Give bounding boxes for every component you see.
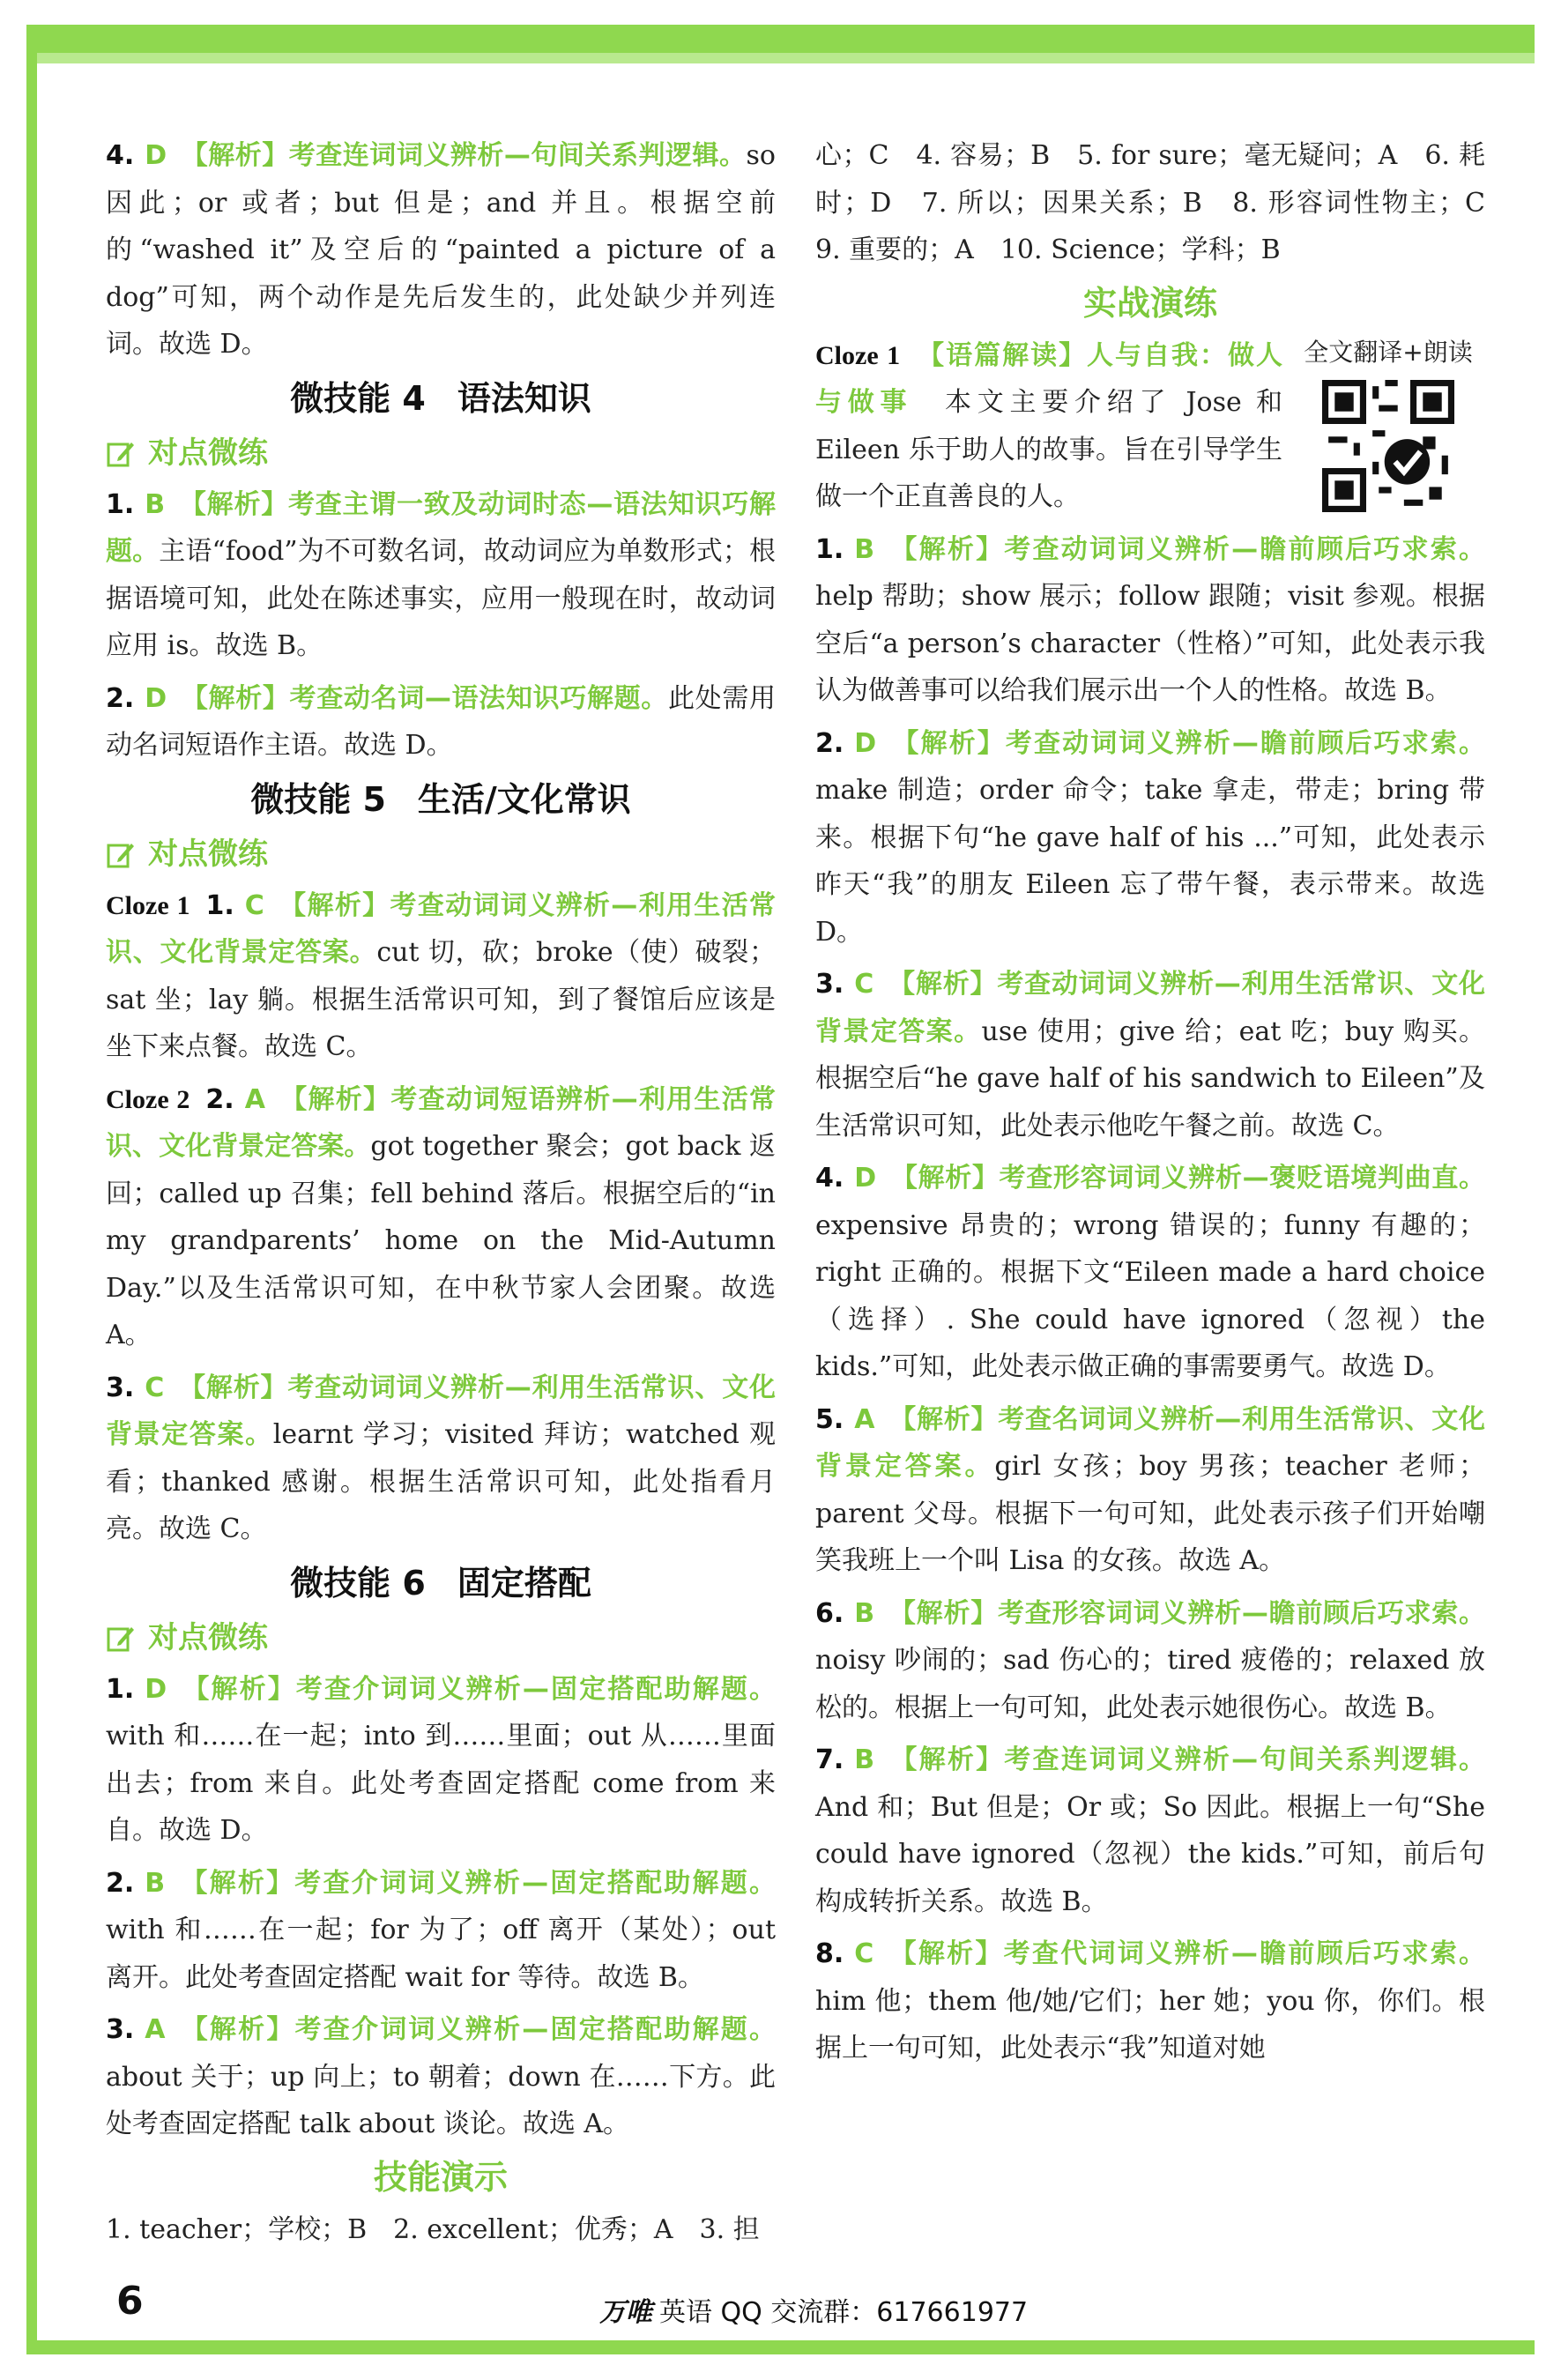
analysis-body: 主语“food”为不可数名词，故动词应为单数形式；根据语境可知，此处在陈述事实，应用一般现在时，故动词应用 is。故选 B。	[106, 536, 776, 661]
fixed-item-3	[106, 2006, 776, 2148]
practice-item-1	[815, 526, 1485, 715]
bottom-green-band	[26, 2340, 1535, 2354]
item-number: 7.	[815, 1744, 844, 1775]
item-number: 2.	[205, 1083, 234, 1115]
section-name: 固定搭配	[457, 1563, 591, 1603]
analysis-tag: 【解析】考查形容词词义辨析—瞻前顾后巧求索。	[888, 1597, 1485, 1629]
analysis-tag: 【解析】考查介词词义辨析—固定搭配助解题。	[181, 1673, 776, 1705]
analysis-tag: 【解析】考查连词词义辨析—句间关系判逻辑。	[181, 140, 747, 171]
footer-info	[599, 2290, 1028, 2329]
skill-demo-answers: 1. teacher；学校；B 2. excellent；优秀；A 3. 担	[106, 2213, 760, 2245]
item-number: 2.	[106, 1867, 135, 1899]
pencil-note-icon	[106, 839, 136, 869]
practice-item-8	[815, 1930, 1485, 2072]
answer-letter: B	[854, 533, 875, 565]
reading-tag: 【语篇解读】人与自我：做人与做事	[815, 339, 1282, 418]
answer-letter: B	[854, 1744, 875, 1775]
answer-letter: B	[145, 488, 166, 520]
item-number: 1.	[815, 533, 844, 565]
analysis-body: got together 聚会；got back 返回；called up 召集；fell behind 落后。根据空后的“in my grandparents’ home on the Mid-Autumn Day.”以及生活常识可知，在中秋节家人会团聚。故选 A。	[106, 1131, 777, 1350]
pencil-note-icon	[106, 438, 136, 468]
pencil-note-icon	[106, 1623, 136, 1653]
cloze-label: Cloze 1	[815, 340, 901, 370]
analysis-tag: 【解析】考查动词短语辨析—利用生活常识、文化背景定答案。	[106, 1083, 776, 1162]
analysis-body: cut 切，砍；broke（使）破裂；sat 坐；lay 躺。根据生活常识可知，到了餐馆后应该是坐下来点餐。故选 C。	[106, 937, 776, 1062]
sub-heading-practice	[106, 1615, 776, 1661]
section-title: 微技能 6	[290, 1563, 426, 1603]
sub-heading-text: 对点微练	[148, 1619, 268, 1655]
practice-item-6	[815, 1590, 1485, 1732]
analysis-tag: 【解析】考查名词词义辨析—利用生活常识、文化背景定答案。	[815, 1403, 1485, 1482]
analysis-body: expensive 昂贵的；wrong 错误的；funny 有趣的；right 正确的。根据下文“Eileen made a hard choice（选择）. She could have ignored（忽视）the kids.”可知，此处表示做正确的事需要勇气。故选 D。	[815, 1209, 1485, 1382]
analysis-body: with 和……在一起；for 为了；off 离开（某处）；out 离开。此处考查固定搭配 wait for 等待。故选 B。	[106, 1915, 776, 1993]
analysis-tag: 【解析】考查动词词义辨析—利用生活常识、文化背景定答案。	[106, 889, 776, 968]
answer-item-4	[106, 132, 776, 368]
qr-box	[1291, 332, 1485, 512]
sub-heading-text: 对点微练	[148, 435, 268, 471]
item-number: 6.	[815, 1597, 844, 1629]
answer-letter: C	[145, 1372, 165, 1403]
item-number: 2.	[815, 727, 844, 759]
answer-letter: C	[854, 1938, 874, 1969]
sub-heading-text: 对点微练	[148, 836, 268, 872]
answer-item-1	[106, 481, 776, 670]
section-name: 生活/文化常识	[417, 779, 631, 819]
answer-letter: D	[854, 727, 877, 759]
analysis-tag: 【解析】考查动词词义辨析—瞻前顾后巧求索。	[890, 727, 1485, 759]
cloze-2-item-2	[106, 1076, 776, 1359]
cloze-intro	[815, 332, 1485, 521]
answer-letter: C	[244, 889, 264, 921]
practice-heading: 实战演练	[1082, 283, 1217, 323]
top-green-band-light	[26, 53, 1535, 63]
section-heading-skill-4	[106, 374, 776, 423]
answer-letter: D	[145, 682, 167, 714]
analysis-tag: 【解析】考查连词词义辨析—句间关系判逻辑。	[888, 1744, 1485, 1775]
analysis-body: with 和……在一起；into 到……里面；out 从……里面出去；from 来自。此处考查固定搭配 come from 来自。故选 D。	[106, 1721, 776, 1846]
page-number: 6	[116, 2279, 144, 2324]
fixed-item-1	[106, 1666, 776, 1855]
item-number: 1.	[106, 1673, 135, 1705]
analysis-body: make 制造；order 命令；take 拿走，带走；bring 带来。根据下句“he gave half of his ...”可知，此处表示昨天“我”的朋友 Eileen 忘了带午餐，表示带来。故选 D。	[815, 775, 1485, 948]
fixed-item-2	[106, 1860, 776, 2002]
section-title: 微技能 4	[290, 378, 426, 418]
item-number: 1.	[205, 889, 234, 921]
analysis-tag: 【解析】考查代词词义辨析—瞻前顾后巧求索。	[888, 1938, 1485, 1969]
section-heading-skill-6	[106, 1558, 776, 1608]
brand-logo: 万唯	[599, 2297, 652, 2328]
analysis-tag: 【解析】考查主谓一致及动词时态—语法知识巧解题。	[106, 488, 776, 567]
qq-group-text: 英语 QQ 交流群：617661977	[659, 2297, 1029, 2328]
qr-code-icon[interactable]	[1322, 380, 1454, 512]
analysis-body: noisy 吵闹的；sad 伤心的；tired 疲倦的；relaxed 放松的。根据上一句可知，此处表示她很伤心。故选 B。	[815, 1645, 1485, 1723]
answer-letter: A	[854, 1403, 875, 1435]
item-number: 3.	[815, 969, 844, 1000]
answer-letter: C	[854, 969, 874, 1000]
analysis-tag: 【解析】考查动名词—语法知识巧解题。	[181, 682, 668, 714]
section-title: 微技能 5	[250, 779, 386, 819]
sub-heading-practice	[106, 831, 776, 877]
analysis-tag: 【解析】考查介词词义辨析—固定搭配助解题。	[179, 1867, 776, 1899]
analysis-tag: 【解析】考查动词词义辨析—利用生活常识、文化背景定答案。	[815, 969, 1485, 1047]
practice-item-5	[815, 1396, 1485, 1585]
section-name: 语法知识	[457, 378, 591, 418]
left-column	[106, 132, 776, 2258]
analysis-body: use 使用；give 给；eat 吃；buy 购买。根据空后“he gave half of his sandwich to Eileen”及生活常识可知，此处表示他吃午餐之前。故选 C。	[815, 1015, 1485, 1142]
answer-letter: D	[145, 140, 167, 171]
item-number: 8.	[815, 1938, 844, 1969]
practice-item-4	[815, 1155, 1485, 1391]
practice-item-3	[815, 961, 1485, 1149]
cloze-1-item-1	[106, 882, 776, 1071]
left-green-border	[26, 25, 37, 2352]
analysis-tag: 【解析】考查形容词词义辨析—褒贬语境判曲直。	[890, 1163, 1485, 1194]
answer-letter: D	[145, 1673, 167, 1705]
analysis-body: learnt 学习；visited 拜访；watched 观看；thanked 感谢。根据生活常识可知，此处指看月亮。故选 C。	[106, 1419, 776, 1544]
item-number: 4.	[106, 140, 135, 171]
right-column	[815, 132, 1512, 2078]
reading-summary: 本文主要介绍了 Jose 和 Eileen 乐于助人的故事。旨在引导学生做一个正直善良的人。	[815, 387, 1283, 512]
item-number: 2.	[106, 682, 135, 714]
practice-item-2	[815, 720, 1485, 956]
answer-item-2	[106, 675, 776, 770]
skill-demo-answers-cont: 心；C 4. 容易；B 5. for sure；毫无疑问；A 6. 耗时；D 7. 所以；因果关系；B 8. 形容词性物主；C 9. 重要的；A 10. Science；学科；B	[815, 140, 1512, 265]
answer-letter: B	[854, 1597, 875, 1629]
analysis-tag: 【解析】考查动词词义辨析—瞻前顾后巧求索。	[888, 533, 1485, 565]
analysis-body: 此处需用动名词短语作主语。故选 D。	[106, 682, 777, 761]
item-number: 3.	[106, 2014, 135, 2045]
item-number: 4.	[815, 1163, 844, 1194]
practice-item-7	[815, 1737, 1485, 1925]
analysis-body: him 他；them 他/她/它们；her 她；you 你，你们。根据上一句可知，此处表示“我”知道对她	[815, 1985, 1485, 2064]
answer-letter: A	[244, 1083, 265, 1115]
analysis-tag: 【解析】考查动词词义辨析—利用生活常识、文化背景定答案。	[106, 1372, 776, 1450]
answer-letter: A	[145, 2014, 166, 2045]
qr-label: 全文翻译+朗读	[1304, 337, 1473, 367]
answer-letter: B	[145, 1867, 166, 1899]
analysis-body: girl 女孩；boy 男孩；teacher 老师；parent 父母。根据下一句可知，此处表示孩子们开始嘲笑我班上一个叫 Lisa 的女孩。故选 A。	[815, 1451, 1485, 1576]
section-heading-skill-5	[106, 775, 776, 824]
analysis-body: about 关于；up 向上；to 朝着；down 在……下方。此处考查固定搭配 talk about 谈论。故选 A。	[106, 2061, 776, 2139]
analysis-body: so 因此；or 或者；but 但是；and 并且。根据空前的“washed it”及空后的“painted a picture of a dog”可知，两个动作是先后发生的，此处缺少并列连词。故选 D。	[106, 140, 776, 360]
cloze-label: Cloze 2	[106, 1084, 190, 1114]
item-number: 1.	[106, 488, 135, 520]
skill-demo-heading: 技能演示	[373, 2157, 508, 2197]
analysis-body: And 和；But 但是；Or 或；So 因此。根据上一句“She could have ignored（忽视）the kids.”可知，前后句构成转折关系。故选 B。	[815, 1791, 1485, 1917]
item-number: 5.	[815, 1403, 844, 1435]
cloze-label: Cloze 1	[106, 890, 190, 920]
analysis-tag: 【解析】考查介词词义辨析—固定搭配助解题。	[179, 2014, 776, 2045]
item-number: 3.	[106, 1372, 135, 1403]
cloze-2-item-3	[106, 1365, 776, 1553]
analysis-body: help 帮助；show 展示；follow 跟随；visit 参观。根据空后“a person’s character（性格）”可知，此处表示我认为做善事可以给我们展示出一个人的性格。故选 B。	[815, 581, 1485, 706]
answer-letter: D	[854, 1163, 877, 1194]
sub-heading-practice	[106, 430, 776, 476]
